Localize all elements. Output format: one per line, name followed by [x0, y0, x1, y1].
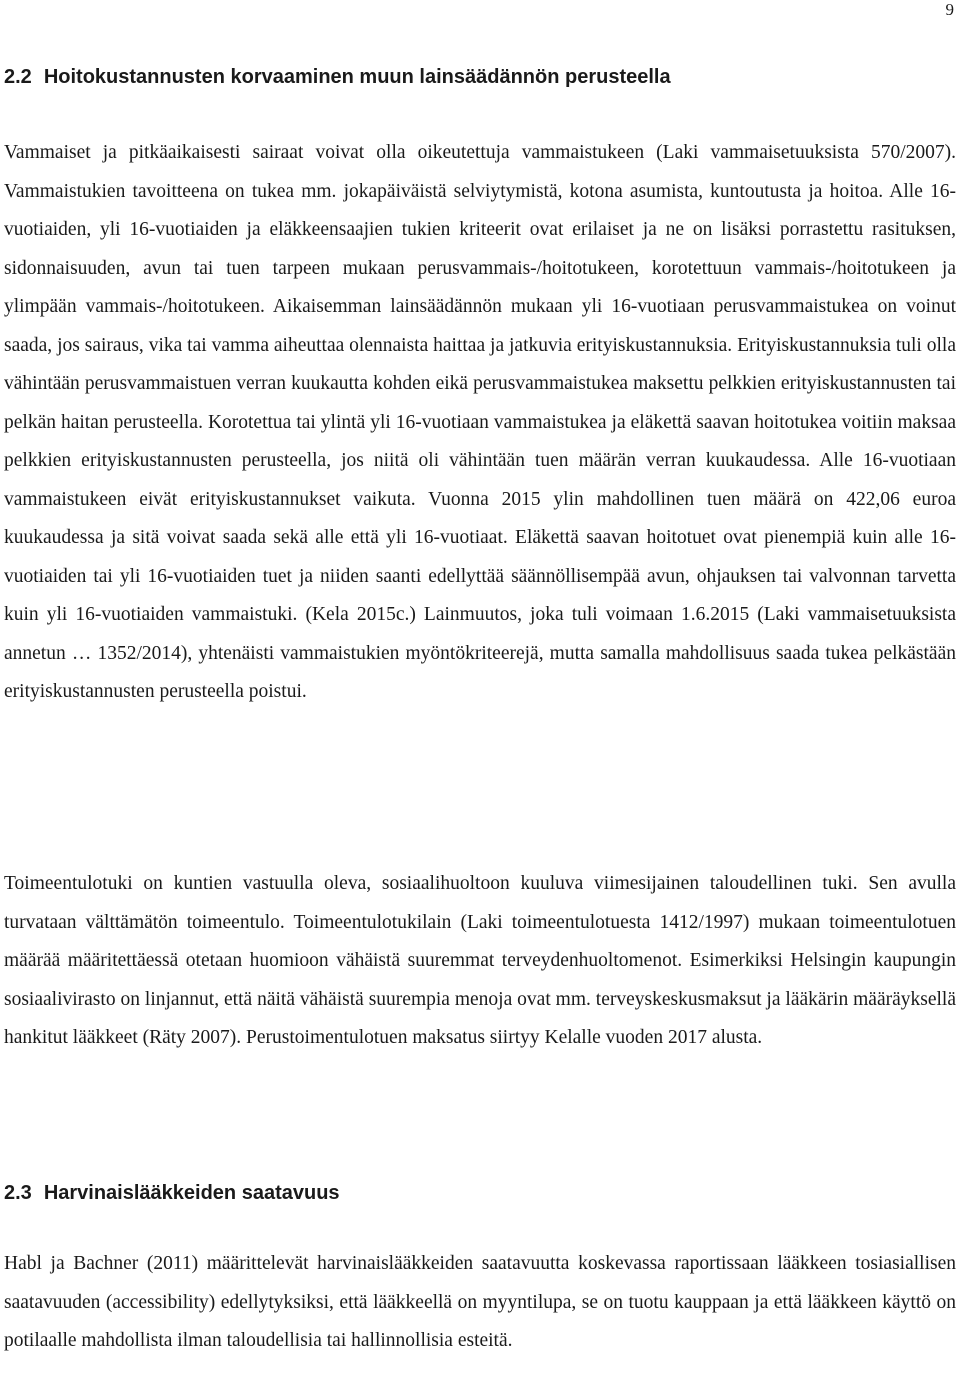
paragraph-harvinaislaakkeet: Habl ja Bachner (2011) määrittelevät harvinaislääkkeiden saatavuutta koskevassa raportissaan lääkkeen tosiasiallisen saatavuuden (accessibility) edellytyksiksi, että lääkkeellä on myyntilupa, se on tuotu kauppaan ja että lääkkeen käyttö on potilaalle mahdollista ilman taloudellisia tai hallinnollisia esteitä. [4, 1253, 956, 1351]
section-title: Hoitokustannusten korvaaminen muun lainsäädännön perusteella [43, 66, 671, 88]
section-title: Harvinaislääkkeiden saatavuus [43, 1182, 340, 1204]
section-heading-2-3 [4, 1182, 340, 1205]
page-number: 9 [945, 0, 954, 19]
paragraph-toimeentulotuki: Toimeentulotuki on kuntien vastuulla oleva, sosiaalihuoltoon kuuluva viimesijainen taloudellinen tuki. Sen avulla turvataan välttämätön toimeentulo. Toimeentulotukilain (Laki toimeentulotuesta 1412/1997) mukaan toimeentulotuen määrää määritettäessä otetaan huomioon vähäistä suuremmat terveydenhuoltomenot. Esimerkiksi Helsingin kaupungin sosiaalivirasto on linjannut, että näitä vähäistä suurempia menoja ovat mm. terveyskeskusmaksut ja lääkärin määräyksellä hankitut lääkkeet (Räty 2007). Perustoimentulotuen maksatus siirtyy Kelalle vuoden 2017 alusta. [4, 873, 956, 1048]
section-heading-2-2 [4, 66, 671, 89]
section-number: 2.3 [4, 1182, 32, 1204]
paragraph-vammaistuki: Vammaiset ja pitkäaikaisesti sairaat voivat olla oikeutettuja vammaistukeen (Laki vammaisetuuksista 570/2007). Vammaistukien tavoitteena on tukea mm. jokapäiväistä selviytymistä, kotona asumista, kuntoutusta ja hoitoa. Alle 16-vuotiaiden, yli 16-vuotiaiden ja eläkkeensaajien tukien kriteerit ovat erilaiset ja ne on lisäksi porrastettu rasituksen, sidonnaisuuden, avun tai tuen tarpeen mukaan perusvammais-/hoitotukeen, korotettuun vammais-/hoitotukeen ja ylimpään vammais-/hoitotukeen. Aikaisemman lainsäädännön mukaan yli 16-vuotiaan perusvammaistukea on voinut saada, jos sairaus, vika tai vamma aiheuttaa olennaista haittaa ja jatkuvia erityiskustannuksia. Erityiskustannuksia tuli olla vähintään perusvammaistuen verran kuukautta kohden eikä perusvammaistukea maksettu pelkkien erityiskustannusten tai pelkän haitan perusteella. Korotettua tai ylintä yli 16-vuotiaan vammaistukea ja eläkettä saavan hoitotukea voitiin maksaa pelkkien erityiskustannusten perusteella, jos niitä oli vähintään tuen määrän verran kuukaudessa. Alle 16-vuotiaan vammaistukeen eivät erityiskustannukset vaikuta. Vuonna 2015 ylin mahdollinen tuen määrä on 422,06 euroa kuukaudessa ja sitä voivat saada sekä alle että yli 16-vuotiaat. Eläkettä saavan hoitotuet ovat pienempiä kuin alle 16-vuotiaiden tai yli 16-vuotiaiden tuet ja niiden saanti edellyttää säännöllisempää avun, ohjauksen tai valvonnan tarvetta kuin yli 16-vuotiaiden vammaistuki. (Kela 2015c.) Lainmuutos, joka tuli voimaan 1.6.2015 (Laki vammaisetuuksista annetun … 1352/2014), yhtenäisti vammaistukien myöntökriteerejä, mutta samalla mahdollisuus saada tukea pelkästään erityiskustannusten perusteella poistui. [4, 142, 956, 702]
section-number: 2.2 [4, 66, 32, 88]
